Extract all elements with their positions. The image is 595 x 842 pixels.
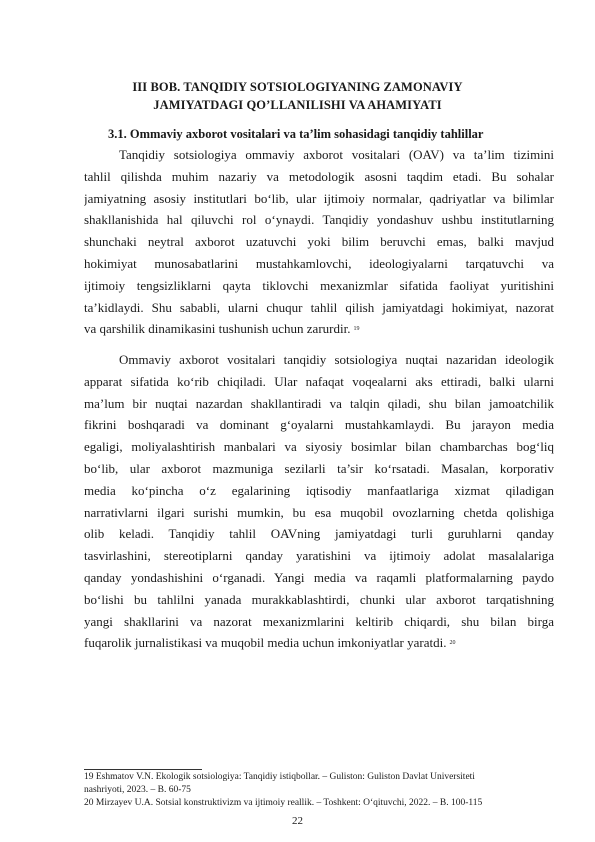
paragraph-1-line: shunchaki neytral axborot uzatuvchi yoki bilim beruvchi emas, balki mavjud (84, 234, 554, 250)
paragraph-2 (84, 349, 554, 654)
chapter-title-line-1: III BOB. TANQIDIY SOTSIOLOGIYANING ZAMONAVIY (132, 80, 463, 94)
paragraph-1-line: hokimiyat munosabatlarini mustahkamlovchi, ideologiyalarni tarqatuvchi va (84, 255, 554, 271)
paragraph-2-line: ma’lum bir nuqtai nazardan shakllantiradi va talqin qiladi, shu bilan jamoatchilik (84, 395, 554, 411)
paragraph-1-line: Tanqidiy sotsiologiya ommaviy axborot vositalari (OAV) va ta’lim tizimini (119, 147, 554, 162)
paragraph-1 (84, 144, 554, 340)
footnote-19-continued: nashriyoti, 2023. – B. 60-75 (84, 785, 191, 795)
paragraph-2-line: apparat sifatida ko‘rib chiqiladi. Ular nafaqat voqealarni aks ettiradi, balki ularni (84, 373, 554, 389)
paragraph-2-line: tasvirlashini, stereotiplarni qanday yaratishini va ijtimoiy adolat masalalariga (84, 548, 554, 564)
paragraph-1-line: ijtimoiy tengsizliklarni qayta tiklovchi mexanizmlar sifatida faoliyat yuritishini (84, 277, 554, 293)
footnote-20: 20 Mirzayev U.A. Sotsial konstruktivizm va ijtimoiy reallik. – Toshkent: O‘qituvchi, 2022. – B. 100-115 (84, 798, 483, 808)
page-number: 22 (292, 815, 303, 827)
footnote-separator (84, 769, 202, 770)
footnote-ref-19[interactable]: 19 (353, 326, 360, 333)
paragraph-2-line: olib keladi. Tanqidiy tahlil OAVning jamiyatdagi turli guruhlarni qanday (84, 526, 554, 542)
footnote-19: 19 Eshmatov V.N. Ekologik sotsiologiya: Tanqidiy istiqbollar. – Guliston: Guliston Davlat Universiteti (84, 772, 475, 782)
paragraph-2-line: yangi shakllarini va nazorat mexanizmlarini keltirib chiqardi, shu bilan birga (84, 613, 554, 629)
paragraph-2-line: narrativlarni ilgari surishi mumkin, bu esa muqobil ovozlarning chetda qolishiga (84, 504, 554, 520)
paragraph-1-line: ta’kidlaydi. Shu sababli, ularni chuqur tahlil qilish jamiyatdagi hokimiyat, nazorat (84, 299, 554, 315)
paragraph-2-last-line (84, 632, 554, 654)
paragraph-2-line: Ommaviy axborot vositalari tanqidiy sotsiologiya nuqtai nazaridan ideologik (119, 352, 554, 367)
paragraph-1-last-text: va qarshilik dinamikasini tushunish uchun zarurdir. (84, 321, 351, 337)
paragraph-2-line: bo‘lib, ular axborot mazmuniga sezilarli ta’sir ko‘rsatadi. Masalan, korporativ (84, 460, 554, 476)
paragraph-2-line: media ko‘pincha o‘z egalarining iqtisodiy manfaatlariga xizmat qiladigan (84, 482, 554, 498)
paragraph-1-line: jamiyatning asosiy institutlari bo‘lib, ular ijtimoiy normalar, qadriyatlar va bilimlar (84, 190, 554, 206)
paragraph-2-line: fikrini boshqaradi va dominant g‘oyalarni mustahkamlaydi. Bu jarayon media (84, 417, 554, 433)
paragraph-1-last-line (84, 318, 554, 340)
section-heading: 3.1. Ommaviy axborot vositalari va ta’lim sohasidagi tanqidiy tahlillar (108, 127, 484, 141)
footnote-ref-20[interactable]: 20 (449, 640, 456, 647)
paragraph-2-line: qanday yondashishini o‘rganadi. Yangi media va raqamli platformalarning paydo (84, 569, 554, 585)
paragraph-2-line: egaligi, moliyalashtirish manbalari va siyosiy bosimlar bilan chambarchas bog‘liq (84, 439, 554, 455)
paragraph-1-line: tahlil qilishda muhim nazariy va metodologik asosni taqdim etadi. Bu sohalar (84, 168, 554, 184)
paragraph-2-last-text: fuqarolik jurnalistikasi va muqobil media uchun imkoniyatlar yaratdi. (84, 635, 447, 651)
chapter-title-line-2: JAMIYATDAGI QO’LLANILISHI VA AHAMIYATI (153, 98, 442, 112)
paragraph-1-line: shakllanishida hal qiluvchi rol o‘ynaydi. Tanqidiy yondashuv ushbu institutlarning (84, 212, 554, 228)
paragraph-2-line: bo‘lishi bu tahlilni yanada murakkablashtirdi, chunki ular axborot tarqatishning (84, 591, 554, 607)
